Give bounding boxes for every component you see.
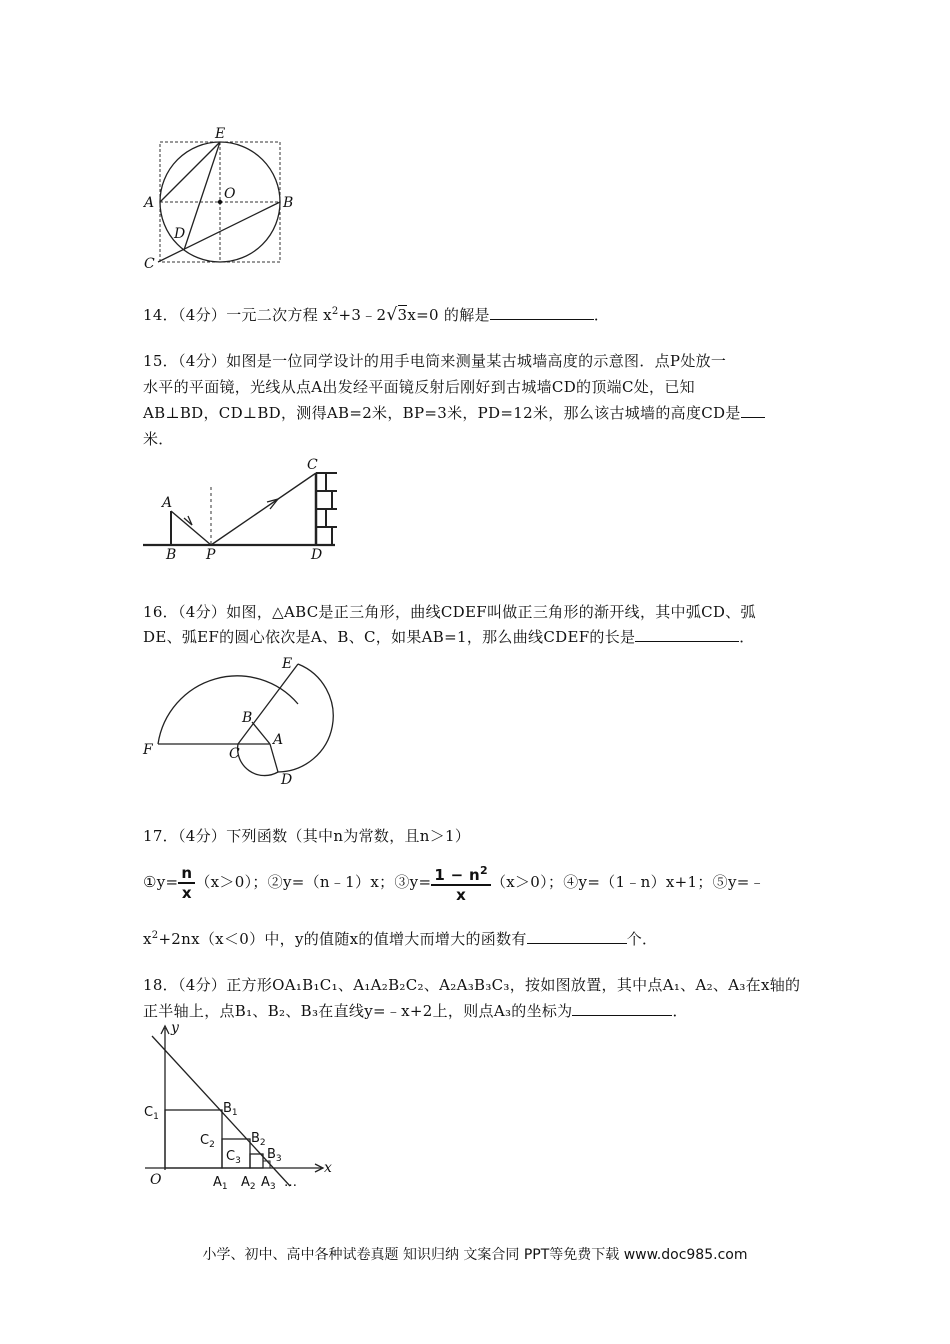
segment-ae [160,142,220,202]
label-a2 [241,1175,256,1192]
label-b: B [283,195,294,211]
label-c: C [229,746,240,762]
answer-blank-15[interactable] [741,402,765,418]
label-a: A [162,495,173,511]
frac1-num: n [178,864,195,884]
label-a3 [261,1175,276,1192]
q14-suffix: x=0 的解是 [407,306,490,324]
q17-line3 [143,923,657,952]
label-a: A [144,195,155,211]
label-o: O [150,1172,162,1188]
ray-p-to-c [211,473,316,545]
label-b3 [267,1147,282,1164]
b1-letter: B [223,1101,232,1116]
sqrt-sign: √ [386,305,398,325]
b3-sub: 3 [275,1154,282,1164]
answer-blank-18[interactable] [572,1000,672,1016]
label-c2 [200,1133,215,1150]
label-a: A [273,732,284,748]
a3-sub: 3 [269,1182,276,1192]
q17-p3: （x＞0）；④y=（1﹣n）x+1；⑤y=﹣ [490,873,765,891]
a2-letter: A [241,1175,250,1190]
segment-ad [270,744,278,772]
frac1-den: x [181,884,192,902]
q15-line2: 水平的平面镜，光线从点A出发经平面镜反射后刚好到古城墙CD的顶端C处，已知 [143,378,695,396]
q18-end: ． [672,1002,688,1020]
square-3 [250,1154,263,1168]
figure-squares-on-line [140,1020,340,1195]
label-d: D [281,772,293,788]
ray-a-to-p [171,511,211,545]
label-x: x [324,1160,332,1176]
label-b: B [242,710,253,726]
answer-blank-16[interactable] [635,626,739,642]
square-4 [263,1161,270,1168]
answer-blank-17[interactable] [527,928,627,944]
q17-p2: （x＞0）；②y=（n﹣1）x；③y= [195,873,432,891]
q14-sup: 2 [331,306,339,317]
q18-line2-text: 正半轴上，点B₁、B₂、B₃在直线y=﹣x+2上，则点A₃的坐标为 [143,1002,573,1020]
q16-line2-text: DE、弧EF的圆心依次是A、B、C，如果AB=1，那么曲线CDEF的长是 [143,628,636,646]
label-c: C [307,457,318,473]
q16-line1: 16．（4分）如图，△ABC是正三角形，曲线CDEF叫做正三角形的渐开线，其中弧CD、弧 [143,603,756,621]
q15-line4: 米． [143,430,174,448]
label-d: D [174,226,186,242]
figure-circle-square [140,122,300,282]
label-y: y [171,1020,179,1036]
q17-l3a: x [143,930,152,948]
q16-end: ． [739,628,755,646]
c3-letter: C [226,1149,236,1164]
label-c: C [144,256,155,272]
fraction-1-minus-n2-over-x [431,862,491,904]
frac2-den: x [456,886,467,904]
label-b2 [251,1131,266,1148]
fraction-n-over-x [178,864,195,902]
page-footer: 小学、初中、高中各种试卷真题 知识归纳 文案合同 PPT等免费下载 www.doc985.com [202,1247,748,1263]
label-o: O [224,186,236,202]
c2-sub: 2 [209,1140,215,1150]
label-c1 [144,1105,159,1122]
q14-mid: +3﹣2 [338,306,387,324]
label-c3 [226,1149,241,1166]
arrow-head-2 [267,499,278,509]
q17-p1: ①y= [143,873,179,891]
q14-radicand: 3 [397,306,408,324]
label-dots: … [284,1175,297,1190]
b2-letter: B [251,1131,260,1146]
square-1 [165,1110,222,1168]
line-y-neg-x-plus-2 [152,1036,290,1186]
frac2-num [431,862,491,886]
c1-sub: 1 [153,1112,159,1122]
label-a1 [213,1175,228,1192]
c1-letter: C [144,1105,154,1120]
c3-sub: 3 [235,1156,241,1166]
figure-mirror-wall [140,455,350,565]
a2-sub: 2 [249,1182,256,1192]
q17-l3-end: 个． [626,930,658,948]
q15-line3-text: AB⊥BD，CD⊥BD，测得AB=2米，BP=3米，PD=12米，那么该古城墙的高度CD是 [143,404,741,422]
center-point [218,200,222,204]
label-b: B [166,547,177,563]
q17-line1: 17．（4分）下列函数（其中n为常数，且n＞1） [143,827,471,845]
label-b1 [223,1101,238,1118]
q17-l3-sup: 2 [151,930,159,941]
q16-line2 [143,624,755,650]
q14-end: ． [593,306,610,324]
a1-sub: 1 [221,1182,228,1192]
label-e: E [215,126,226,142]
frac2-sup: 2 [479,864,488,877]
c2-letter: C [200,1133,210,1148]
q15-line1: 15．（4分）如图是一位同学设计的用手电筒来测量某古城墙高度的示意图．点P处放一 [143,352,727,370]
a3-letter: A [261,1175,270,1190]
label-e: E [282,656,293,672]
q14-prefix: 14．（4分）一元二次方程 x [143,306,332,324]
label-f: F [143,742,153,758]
figure-involute [140,650,340,790]
segment-ba [252,722,270,744]
a1-letter: A [213,1175,222,1190]
b1-sub: 1 [231,1108,238,1118]
label-d: D [311,547,323,563]
answer-blank-14[interactable] [490,304,594,320]
q15-line3 [143,400,765,426]
label-p: P [206,547,216,563]
q17-line2 [143,860,765,904]
q18-line1: 18．（4分）正方形OA₁B₁C₁、A₁A₂B₂C₂、A₂A₃B₃C₃，按如图放置，其中点A₁、A₂、A₃在x轴的 [143,976,801,994]
q17-l3b: +2nx（x＜0）中，y的值随x的值增大而增大的函数有 [158,930,527,948]
question-14 [143,299,609,328]
b2-sub: 2 [259,1138,266,1148]
frac2-num-text: 1 − n [434,866,480,884]
b3-letter: B [267,1147,276,1162]
